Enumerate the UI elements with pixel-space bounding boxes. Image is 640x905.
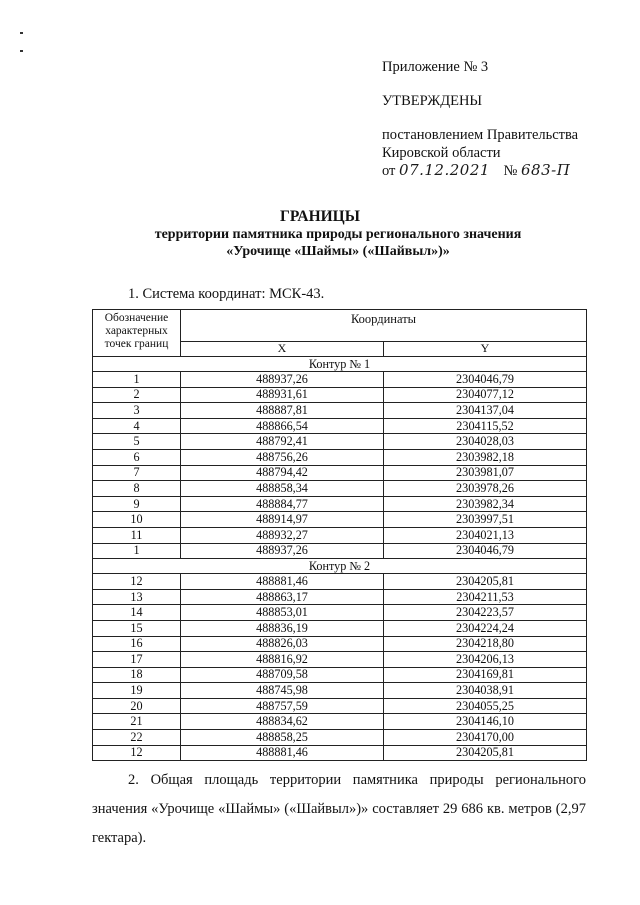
table-row [93, 698, 587, 714]
title-main: ГРАНИЦЫ [280, 208, 360, 225]
table-row [93, 449, 587, 465]
area-paragraph [92, 766, 586, 853]
x-coordinate-cell: 488792,41 [181, 434, 384, 450]
point-id-cell: 1 [93, 372, 181, 388]
point-id-cell: 5 [93, 434, 181, 450]
y-coordinate-cell: 2304028,03 [384, 434, 587, 450]
handwritten-number: 683-П [521, 161, 571, 179]
table-row [93, 387, 587, 403]
table-row [93, 372, 587, 388]
x-coordinate-cell: 488884,77 [181, 496, 384, 512]
point-id-cell: 2 [93, 387, 181, 403]
x-coordinate-cell: 488932,27 [181, 527, 384, 543]
y-coordinate-cell: 2304077,12 [384, 387, 587, 403]
y-coordinate-cell: 2303981,07 [384, 465, 587, 481]
y-coordinate-cell: 2304137,04 [384, 403, 587, 419]
point-id-cell: 12 [93, 745, 181, 761]
appendix-label: Приложение № 3 [382, 59, 489, 75]
coordinates-table-body [93, 357, 587, 761]
y-coordinate-cell: 2304055,25 [384, 698, 587, 714]
x-coordinate-cell: 488866,54 [181, 418, 384, 434]
y-coordinate-cell: 2304206,13 [384, 652, 587, 668]
decree-line-1: постановлением Правительства [382, 127, 579, 143]
y-coordinate-cell: 2304115,52 [384, 418, 587, 434]
x-coordinate-cell: 488853,01 [181, 605, 384, 621]
x-coordinate-cell: 488937,26 [181, 543, 384, 559]
x-coordinate-cell: 488931,61 [181, 387, 384, 403]
title-line-2: территории памятника природы регионального значения [154, 227, 522, 242]
number-prefix: № [503, 163, 518, 179]
point-id-cell: 11 [93, 527, 181, 543]
point-id-cell: 17 [93, 652, 181, 668]
contour-title: Контур № 2 [93, 559, 587, 574]
y-coordinate-cell: 2304223,57 [384, 605, 587, 621]
table-row [93, 667, 587, 683]
x-coordinate-cell: 488709,58 [181, 667, 384, 683]
x-coordinate-cell: 488794,42 [181, 465, 384, 481]
point-id-cell: 8 [93, 481, 181, 497]
x-coordinate-cell: 488881,46 [181, 574, 384, 590]
point-id-cell: 19 [93, 683, 181, 699]
point-id-cell: 6 [93, 449, 181, 465]
y-coordinate-cell: 2304205,81 [384, 574, 587, 590]
point-id-cell: 18 [93, 667, 181, 683]
table-row [93, 434, 587, 450]
y-coordinate-cell: 2304021,13 [384, 527, 587, 543]
point-id-cell: 7 [93, 465, 181, 481]
y-coordinate-cell: 2304224,24 [384, 620, 587, 636]
x-coordinate-cell: 488858,25 [181, 730, 384, 746]
point-id-cell: 20 [93, 698, 181, 714]
y-coordinate-cell: 2304038,91 [384, 683, 587, 699]
point-id-cell: 1 [93, 543, 181, 559]
approved-label: УТВЕРЖДЕНЫ [382, 93, 483, 109]
y-coordinate-cell: 2304218,80 [384, 636, 587, 652]
handwritten-date: 07.12.2021 [399, 161, 490, 179]
y-coordinate-cell: 2304046,79 [384, 372, 587, 388]
table-row [93, 481, 587, 497]
table-row [93, 730, 587, 746]
date-prefix: от [382, 163, 396, 179]
point-id-cell: 15 [93, 620, 181, 636]
y-coordinate-cell: 2303982,18 [384, 449, 587, 465]
x-coordinate-cell: 488816,92 [181, 652, 384, 668]
table-row [93, 714, 587, 730]
x-coordinate-cell: 488757,59 [181, 698, 384, 714]
scan-speck [20, 32, 23, 34]
y-coordinate-cell: 2304211,53 [384, 589, 587, 605]
header-coordinates: Координаты [181, 310, 587, 342]
table-row [93, 527, 587, 543]
table-row [93, 636, 587, 652]
table-row [93, 620, 587, 636]
y-coordinate-cell: 2303997,51 [384, 512, 587, 528]
x-coordinate-cell: 488745,98 [181, 683, 384, 699]
decree-date-line [382, 161, 570, 180]
x-coordinate-cell: 488863,17 [181, 589, 384, 605]
table-row [93, 512, 587, 528]
x-coordinate-cell: 488881,46 [181, 745, 384, 761]
x-coordinate-cell: 488858,34 [181, 481, 384, 497]
y-coordinate-cell: 2303982,34 [384, 496, 587, 512]
point-id-cell: 16 [93, 636, 181, 652]
x-coordinate-cell: 488914,97 [181, 512, 384, 528]
table-row [93, 418, 587, 434]
header-points: Обозначение характерных точек границ [93, 310, 181, 357]
table-row [93, 652, 587, 668]
x-coordinate-cell: 488836,19 [181, 620, 384, 636]
x-coordinate-cell: 488826,03 [181, 636, 384, 652]
coordinates-table [92, 309, 587, 761]
y-coordinate-cell: 2303978,26 [384, 481, 587, 497]
point-id-cell: 13 [93, 589, 181, 605]
point-id-cell: 3 [93, 403, 181, 419]
x-coordinate-cell: 488834,62 [181, 714, 384, 730]
area-paragraph-text: 2. Общая площадь территории памятника природы регионального значения «Урочище «Шаймы» («Шайвыл»)» составляет 29 686 кв. метров (2,97 гектара). [92, 772, 586, 846]
table-row [93, 589, 587, 605]
table-row [93, 496, 587, 512]
point-id-cell: 12 [93, 574, 181, 590]
table-row [93, 683, 587, 699]
title-line-3: «Урочище «Шаймы» («Шайвыл»)» [226, 244, 450, 259]
header-x: X [181, 341, 384, 356]
point-id-cell: 22 [93, 730, 181, 746]
point-id-cell: 9 [93, 496, 181, 512]
contour-header-row [93, 559, 587, 574]
point-id-cell: 21 [93, 714, 181, 730]
table-row [93, 574, 587, 590]
table-row [93, 403, 587, 419]
scan-speck [20, 50, 23, 52]
table-row [93, 605, 587, 621]
header-y: Y [384, 341, 587, 356]
decree-line-2: Кировской области [382, 145, 501, 161]
point-id-cell: 14 [93, 605, 181, 621]
table-row [93, 465, 587, 481]
x-coordinate-cell: 488937,26 [181, 372, 384, 388]
contour-title: Контур № 1 [93, 357, 587, 372]
coordinate-system-text: 1. Система координат: МСК-43. [128, 286, 325, 302]
point-id-cell: 4 [93, 418, 181, 434]
contour-header-row [93, 357, 587, 372]
table-row [93, 543, 587, 559]
x-coordinate-cell: 488756,26 [181, 449, 384, 465]
x-coordinate-cell: 488887,81 [181, 403, 384, 419]
point-id-cell: 10 [93, 512, 181, 528]
y-coordinate-cell: 2304169,81 [384, 667, 587, 683]
document-title [0, 208, 640, 260]
y-coordinate-cell: 2304205,81 [384, 745, 587, 761]
table-row [93, 745, 587, 761]
y-coordinate-cell: 2304146,10 [384, 714, 587, 730]
y-coordinate-cell: 2304046,79 [384, 543, 587, 559]
y-coordinate-cell: 2304170,00 [384, 730, 587, 746]
